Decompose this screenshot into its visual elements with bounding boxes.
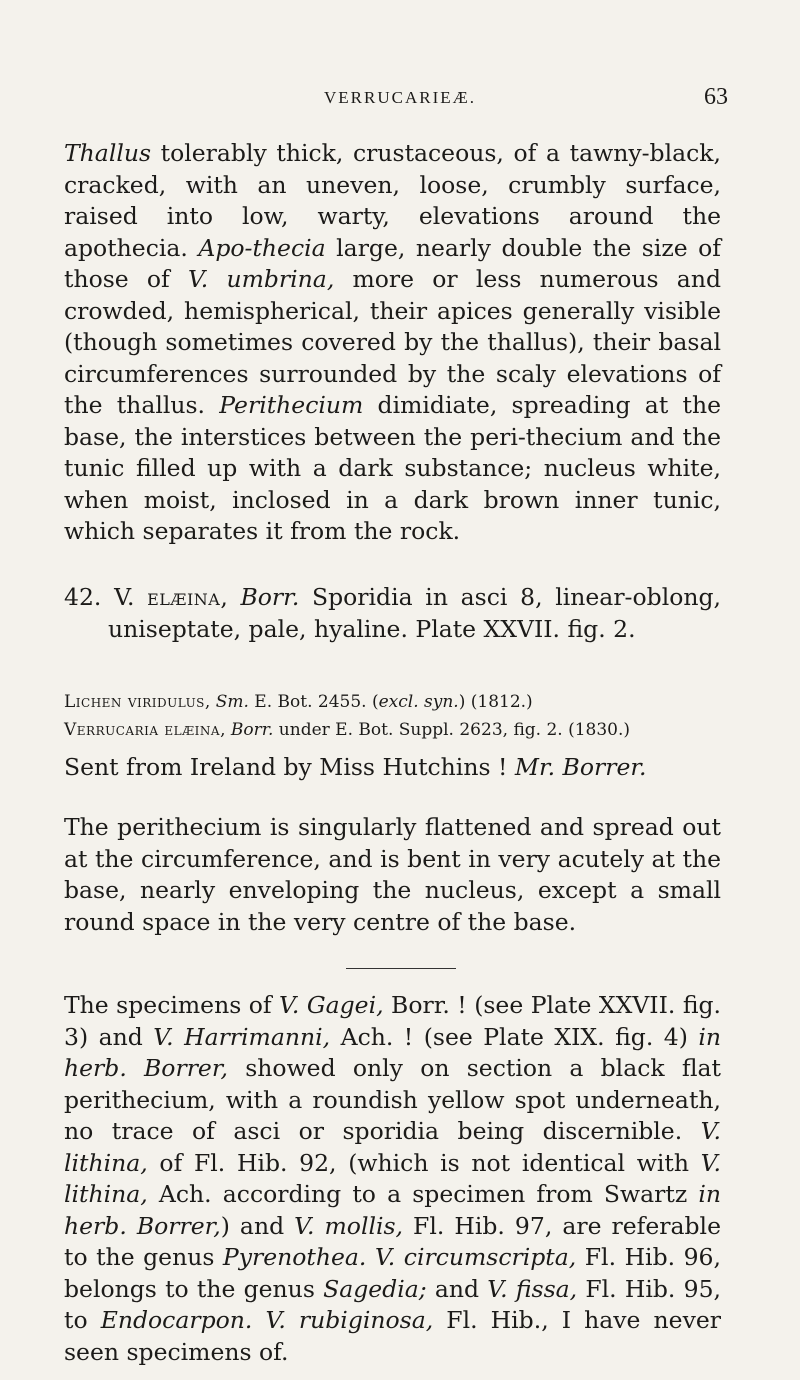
text-span: ) and [220,1211,295,1240]
text-span: Ach. ! (see Plate XIX. fig. 4) [330,1022,699,1051]
species-entry-42 [64,582,721,645]
text-span: The specimens of [64,991,280,1019]
provenance-text: Sent from Ireland by Miss Hutchins ! [64,753,515,781]
genus-ref: Sagedia; [323,1274,427,1303]
genus-ref: Pyrenothea. [222,1243,367,1271]
specimens-note-paragraph [64,990,721,1368]
ref-note: excl. syn. [378,692,459,712]
species-ref: V. Gagei, [279,991,384,1019]
separator: , [204,692,216,712]
species-ref: V. mollis, [294,1211,404,1240]
term-thallus: Thallus [64,139,152,167]
text-span: dimidiate, spreading at the base, the interstices between the peri-thecium and the tunic filled up with a dark substance; nucleus white, when moist, inclosed in a dark brown inner tunic, which separates it from the rock. [64,391,722,545]
species-name: elæina [147,583,221,611]
entry-number: 42. V. [64,583,148,611]
species-heading [64,582,721,645]
species-diagnosis: Sporidia in asci 8, linear-oblong, uniseptate, pale, hyaline. Plate XXVII. fig. 2. [108,583,722,643]
ref-date: ) (1812.) [458,692,533,712]
section-divider [346,968,456,969]
provenance-author: Mr. Borrer. [514,753,647,781]
species-ref: V. lithina, [64,1148,721,1208]
species-umbrina: V. umbrina, [187,265,335,293]
page-header [0,84,800,118]
text-span: of Fl. Hib. 92, (which is not identical with [147,1148,701,1177]
thallus-description-paragraph [64,138,721,548]
text-span: Fl. Hib., I have never seen specimens of. [64,1306,721,1366]
ref-citation: under E. Bot. Suppl. 2623, fig. 2. (1830.) [273,720,631,740]
page-number: 63 [704,84,728,110]
provenance-line [64,752,721,784]
text-span: Fl. Hib. 96, belongs to the genus [64,1243,721,1303]
text-span: more or less numerous and crowded, hemispherical, their apices generally visible (though sometimes covered by the thallus), their basal circumferences surrounded by the scaly elevations of the thallus. [64,265,721,419]
text-span: Fl. Hib. 95, to [64,1274,721,1334]
text-span: Fl. Hib. 97, are referable to the genus [64,1211,721,1271]
herbarium-ref: in herb. Borrer, [64,1022,722,1082]
text-span: showed only on section a black flat perithecium, with a roundish yellow spot underneath, no trace of asci or sporidia being discernible. [64,1054,721,1145]
genus-ref: Endocarpon. [100,1306,253,1334]
text-span [366,1243,375,1271]
ref-author: Sm. [215,692,249,712]
herbarium-ref: in herb. Borrer, [64,1180,721,1240]
ref-name: Verrucaria elæina [64,720,221,740]
species-ref: V. circumscripta, [374,1243,577,1271]
running-title: VERRUCARIEÆ. [324,88,476,107]
term-perithecium: Perithecium [219,391,364,419]
species-ref: V. fissa, [487,1274,578,1303]
text-span: Ach. according to a specimen from Swartz [147,1180,699,1208]
species-author: Borr. [240,583,300,611]
separator: , [220,720,231,740]
reference-line [64,688,721,716]
species-ref: V. lithina, [64,1117,721,1177]
text-span: Borr. ! (see Plate XXVII. fig. 3) and [64,991,722,1051]
text-span [252,1306,265,1334]
text-span: tolerably thick, crustaceous, of a tawny-black, cracked, with an uneven, loose, crumbly surface, raised into low, warty, elevations around the apothecia. [64,139,721,262]
species-ref: V. Harrimanni, [153,1022,331,1051]
synonymy-references [64,688,721,744]
separator: , [220,583,241,611]
reference-line [64,716,721,744]
ref-citation: E. Bot. 2455. ( [248,692,379,712]
ref-author: Borr. [230,720,274,740]
text-span: large, nearly double the size of those of [64,233,721,293]
perithecium-paragraph: The perithecium is singularly flattened and spread out at the circumference, and is bent in very acutely at the base, nearly enveloping the nucleus, except a small round space in the very centre of the base. [64,813,721,936]
text-span: and [426,1274,488,1303]
term-apothecia: Apo-thecia [198,233,326,262]
species-ref: V. rubiginosa, [265,1306,434,1334]
ref-name: Lichen viridulus [64,692,205,712]
